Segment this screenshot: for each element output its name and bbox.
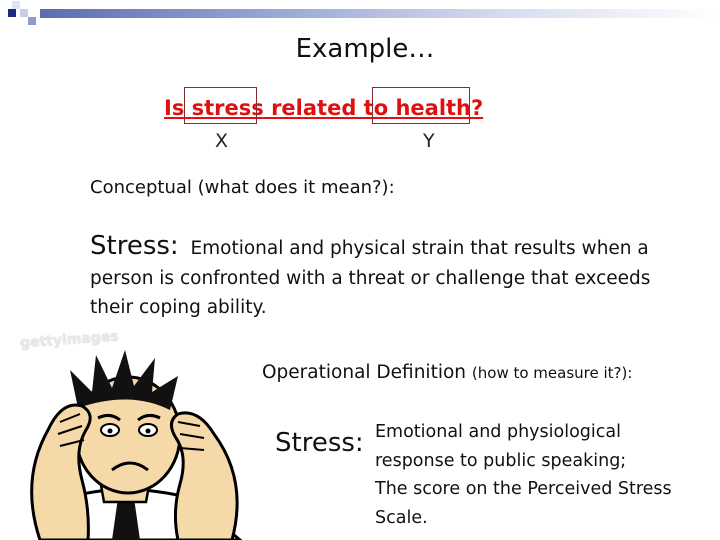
y-variable-label: Y <box>423 130 435 152</box>
image-watermark: gettyimages <box>19 328 120 352</box>
operational-definition <box>375 418 672 532</box>
operational-line-4: Scale. <box>375 507 428 528</box>
x-variable-label: X <box>215 130 229 152</box>
operational-line-2: response to public speaking; <box>375 450 627 471</box>
x-term-box <box>184 87 257 124</box>
decor-square <box>28 17 36 25</box>
stressed-man-illustration <box>0 330 260 540</box>
conceptual-line-2: person is confronted with a threat or challenge that exceeds <box>90 267 651 289</box>
decor-square <box>8 9 16 17</box>
operational-heading-main: Operational Definition <box>262 362 467 383</box>
operational-line-1: Emotional and physiological <box>375 422 621 442</box>
header-gradient-bar <box>40 9 720 18</box>
question-x-term: stress <box>191 96 264 120</box>
conceptual-heading: Conceptual (what does it mean?): <box>90 177 395 198</box>
conceptual-line-1 <box>90 232 650 264</box>
decor-square <box>20 9 28 17</box>
question-part-2: related to <box>263 96 396 120</box>
conceptual-definition <box>90 232 650 323</box>
conceptual-term: Stress: <box>90 231 179 261</box>
operational-heading-note: (how to measure it?): <box>471 364 633 382</box>
decor-square <box>12 1 20 9</box>
conceptual-text-1: Emotional and physical strain that results when a <box>190 238 649 259</box>
conceptual-line-3: their coping ability. <box>90 297 267 318</box>
slide-title: Example… <box>295 34 435 64</box>
operational-term: Stress: <box>275 428 364 458</box>
operational-line-3: The score on the Perceived Stress <box>375 479 672 499</box>
header-decoration <box>0 0 720 22</box>
question-part-1: Is <box>164 96 192 120</box>
question-y-term: health? <box>395 96 484 120</box>
operational-heading <box>262 362 632 383</box>
y-term-box <box>372 87 470 124</box>
